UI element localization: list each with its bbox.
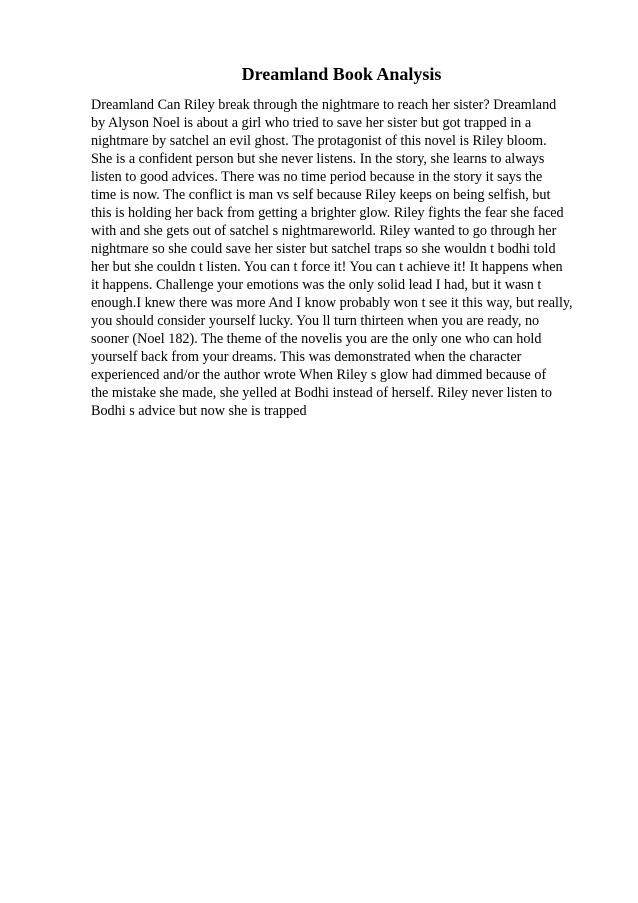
body-line: Bodhi s advice but now she is trapped bbox=[91, 403, 307, 419]
body-line: this is holding her back from getting a brighter glow. Riley fights the fear she faced bbox=[91, 205, 564, 221]
body-line: nightmare so she could save her sister but satchel traps so she wouldn t bodhi told bbox=[91, 241, 556, 257]
body-line: enough.I knew there was more And I know probably won t see it this way, but really, bbox=[91, 295, 573, 311]
document-body bbox=[91, 96, 631, 420]
body-line: nightmare by satchel an evil ghost. The protagonist of this novel is Riley bloom. bbox=[91, 133, 547, 149]
body-line: experienced and/or the author wrote When Riley s glow had dimmed because of bbox=[91, 367, 547, 383]
body-line: yourself back from your dreams. This was demonstrated when the character bbox=[91, 349, 522, 365]
body-line: sooner (Noel 182). The theme of the novelis you are the only one who can hold bbox=[91, 331, 542, 347]
body-line: listen to good advices. There was no time period because in the story it says the bbox=[91, 169, 543, 185]
body-line: it happens. Challenge your emotions was the only solid lead I had, but it wasn t bbox=[91, 277, 542, 293]
body-line: time is now. The conflict is man vs self because Riley keeps on being selfish, but bbox=[91, 187, 551, 203]
body-line: She is a confident person but she never listens. In the story, she learns to always bbox=[91, 151, 545, 167]
body-line: by Alyson Noel is about a girl who tried to save her sister but got trapped in a bbox=[91, 115, 532, 131]
document-title: Dreamland Book Analysis bbox=[241, 64, 442, 84]
body-line: you should consider yourself lucky. You ll turn thirteen when you are ready, no bbox=[91, 313, 540, 329]
body-line: the mistake she made, she yelled at Bodhi instead of herself. Riley never listen to bbox=[91, 385, 552, 401]
body-line: Dreamland Can Riley break through the nightmare to reach her sister? Dreamland bbox=[91, 97, 557, 113]
body-line: with and she gets out of satchel s nightmareworld. Riley wanted to go through her bbox=[91, 223, 557, 239]
body-line: her but she couldn t listen. You can t force it! You can t achieve it! It happens when bbox=[91, 259, 563, 275]
